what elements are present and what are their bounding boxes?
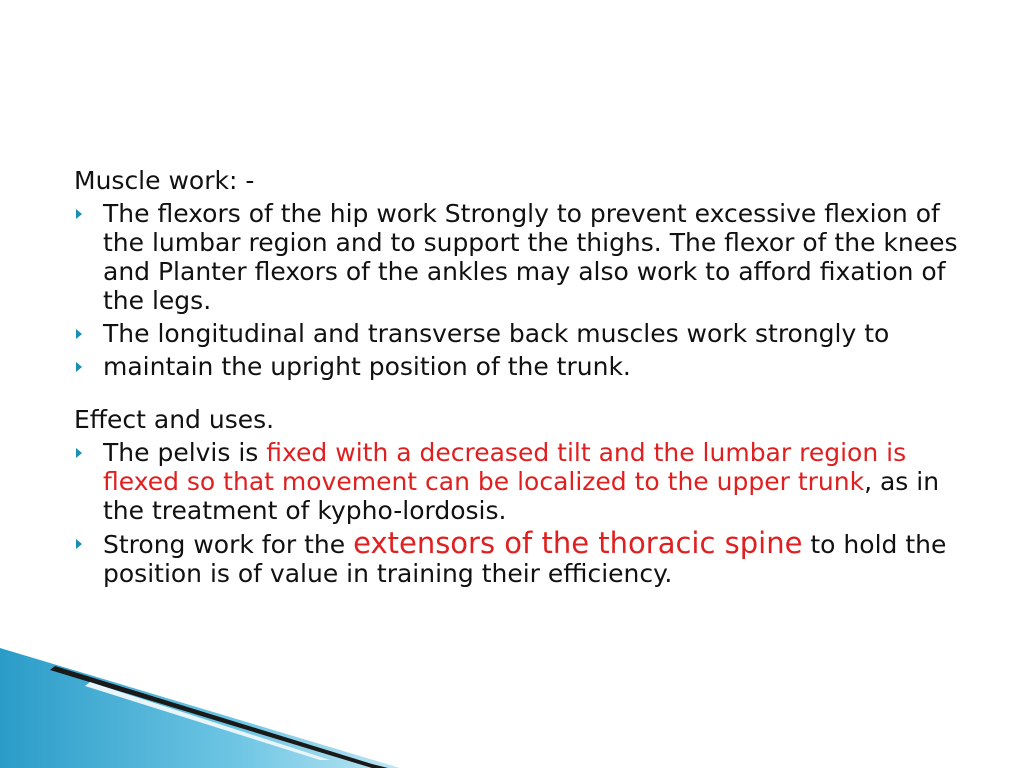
bullet-arrow-icon — [76, 209, 82, 219]
corner-decoration — [0, 648, 430, 768]
bullet-text: The flexors of the hip work Strongly to prevent excessive flexion of the lumbar region and to support the thighs. The flexor of the knees and Planter flexors of the ankles may also work to afford fixation of the legs. — [103, 199, 958, 315]
bullet-text-suffix: , as in the treatment of kypho-lordosis. — [103, 467, 940, 525]
section-heading-muscle-work: Muscle work: - — [74, 166, 255, 195]
list-item — [74, 352, 974, 381]
list-item — [74, 319, 974, 348]
slide-body — [74, 166, 974, 588]
highlighted-text: fixed with a decreased tilt and the lumbar region is flexed so that movement can be localized to the upper trunk — [103, 438, 907, 496]
section-heading-effect-and-uses: Effect and uses. — [74, 405, 275, 434]
bullet-arrow-icon — [76, 362, 82, 372]
highlighted-text: extensors of the thoracic spine — [353, 526, 803, 560]
bullet-text-suffix: to hold the position is of value in training their efficiency. — [103, 530, 947, 588]
bullet-arrow-icon — [76, 539, 82, 549]
list-item — [74, 526, 974, 588]
bullet-text-prefix: Strong work for the — [103, 530, 354, 559]
bullet-arrow-icon — [76, 448, 82, 458]
muscle-work-list — [74, 199, 974, 381]
bullet-text-prefix: The pelvis is — [103, 438, 267, 467]
list-item — [74, 438, 974, 525]
effect-uses-list — [74, 438, 974, 588]
bullet-text: maintain the upright position of the trunk. — [103, 352, 631, 381]
list-item — [74, 199, 974, 315]
bullet-arrow-icon — [76, 329, 82, 339]
blue-wedge-shape — [0, 648, 400, 768]
bullet-text: The longitudinal and transverse back muscles work strongly to — [103, 319, 890, 348]
